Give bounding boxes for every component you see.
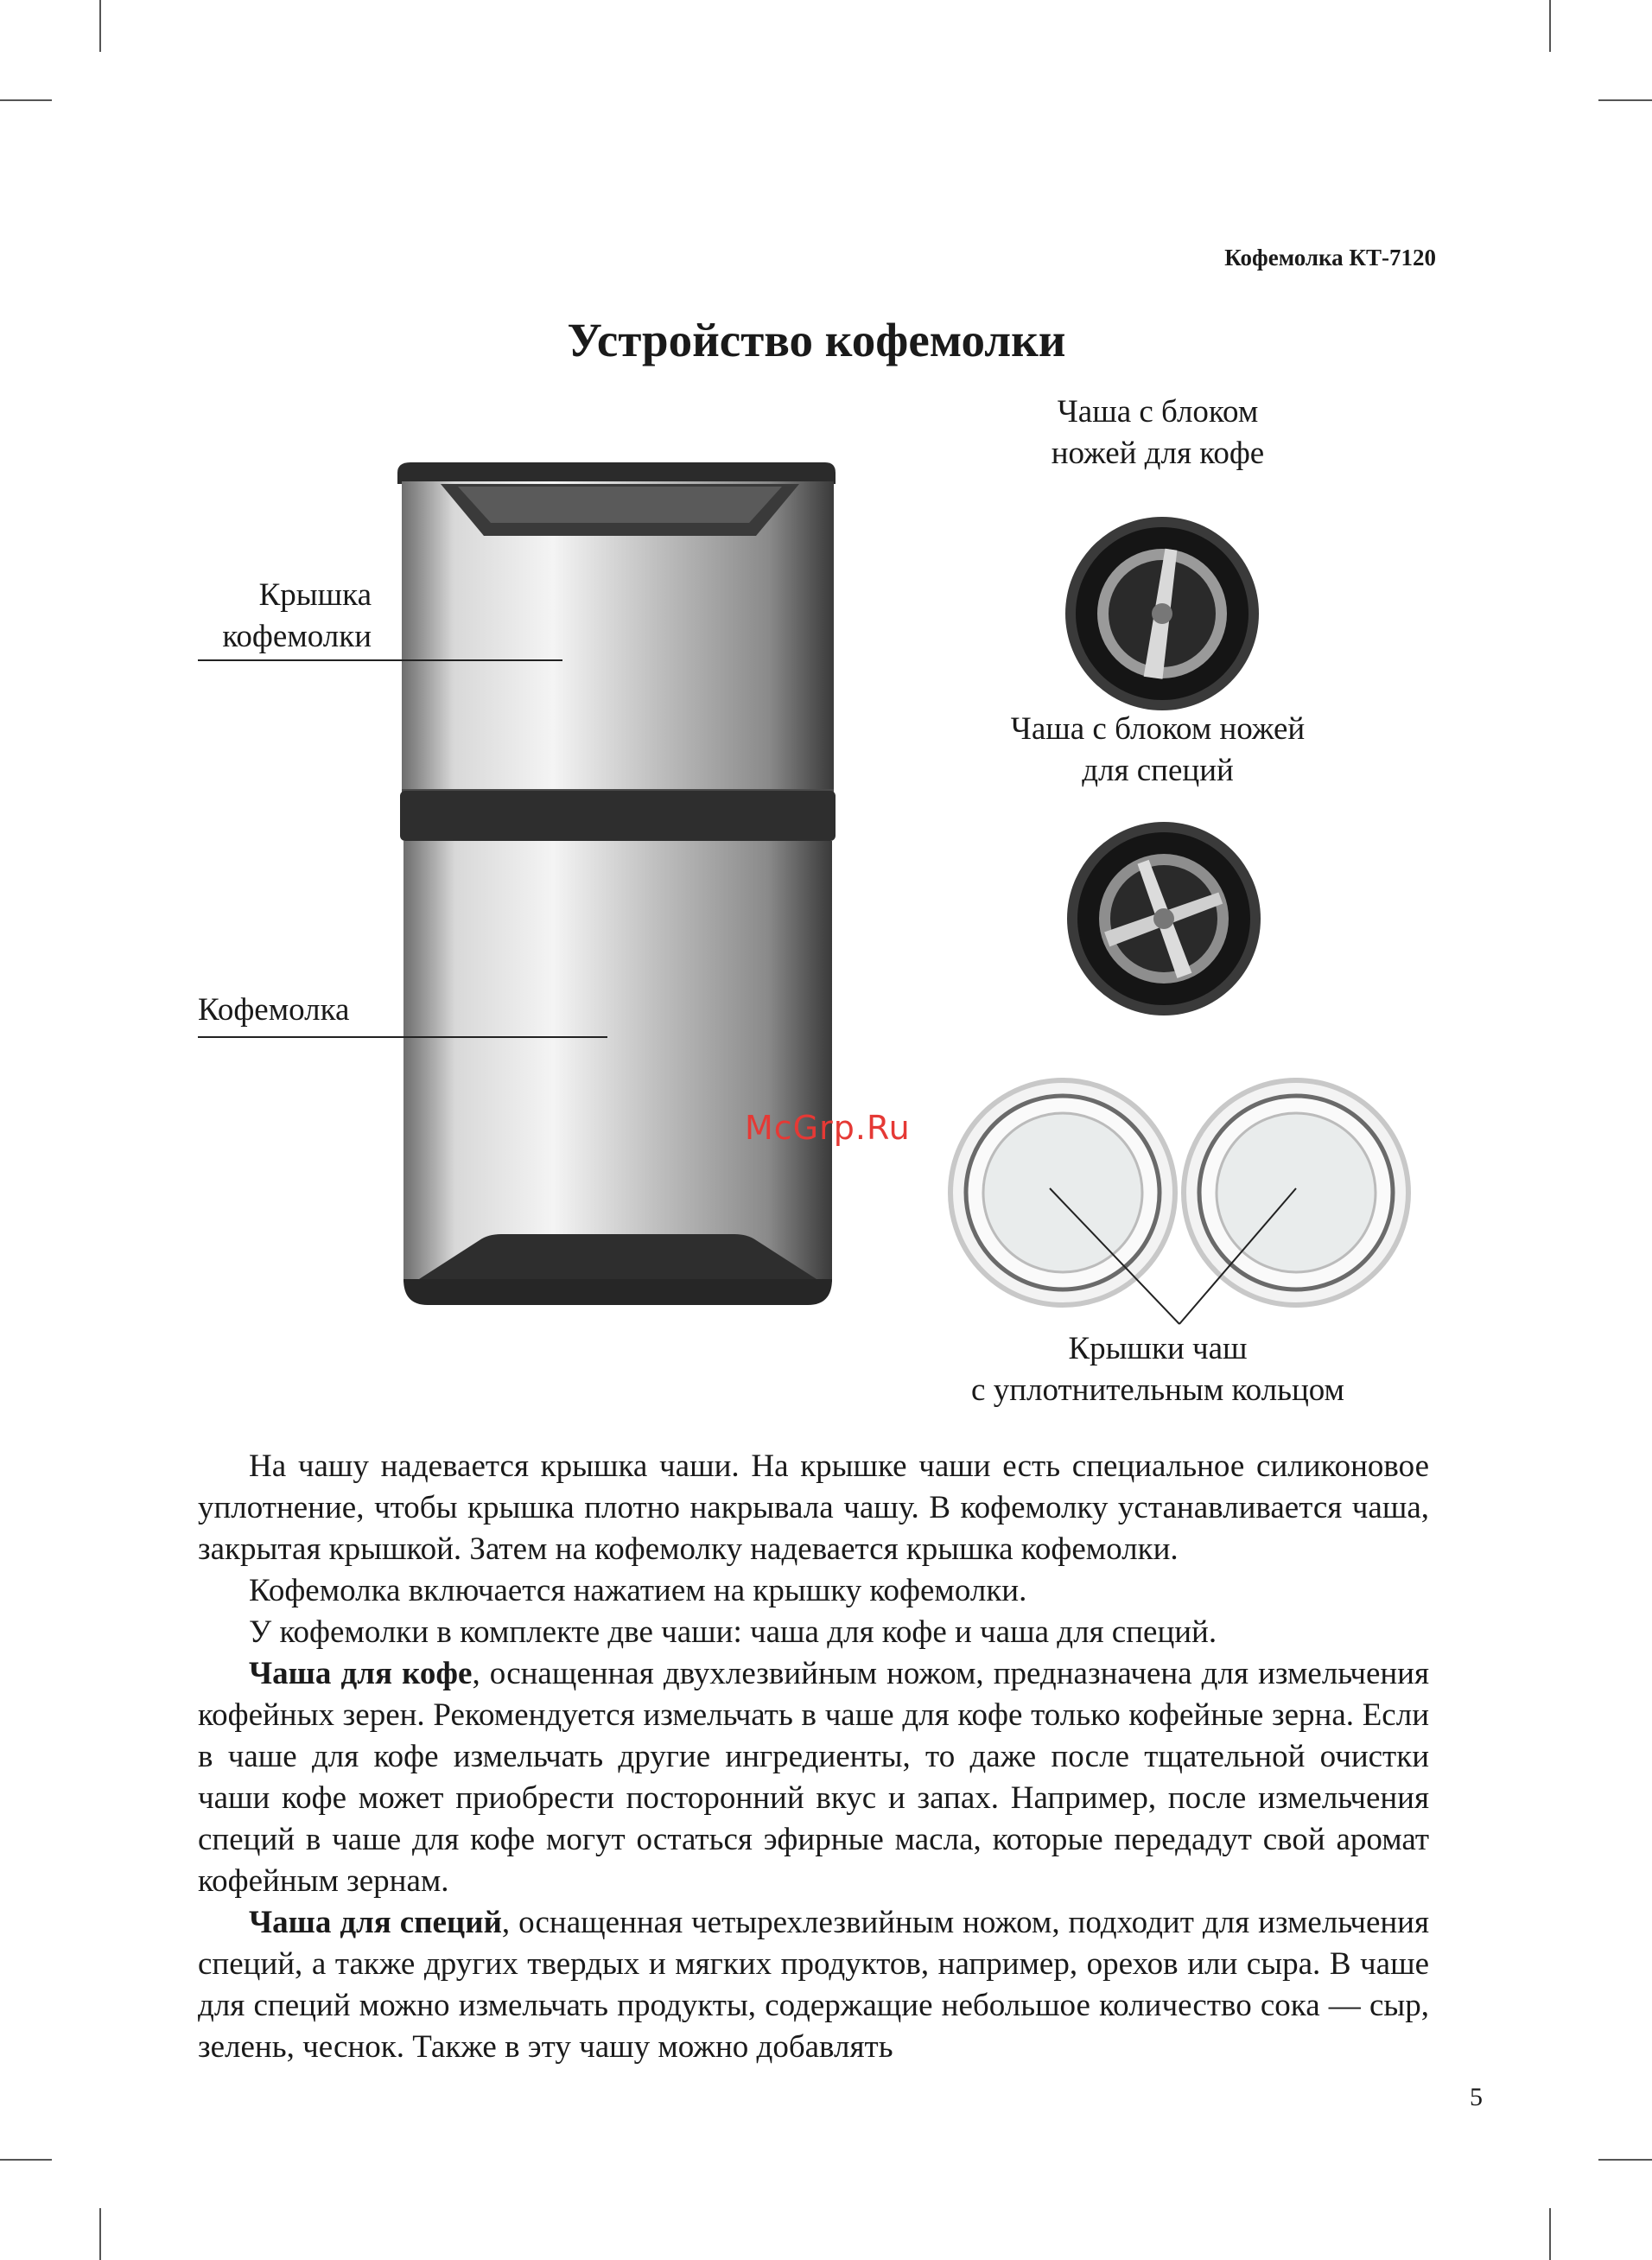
spice-bowl-illustration bbox=[1064, 819, 1263, 1018]
paragraph bbox=[198, 1653, 1429, 1902]
coffee-grinder-illustration bbox=[393, 462, 842, 1327]
page-title: Устройство кофемолки bbox=[567, 314, 1066, 366]
label-bowl-lids-line1: Крышки чаш bbox=[1068, 1331, 1248, 1366]
page-number: 5 bbox=[1470, 2083, 1483, 2111]
paragraph bbox=[198, 1902, 1429, 2068]
label-coffee-bowl-line1: Чаша с блоком bbox=[1057, 394, 1259, 430]
label-bowl-lids bbox=[933, 1328, 1382, 1411]
label-grinder-lid bbox=[164, 575, 372, 658]
crop-mark bbox=[1598, 99, 1652, 101]
crop-mark bbox=[1598, 2159, 1652, 2161]
bowl-lids-illustration bbox=[942, 1063, 1426, 1340]
label-grinder-lid-line1: Крышка bbox=[258, 577, 372, 613]
label-spice-bowl bbox=[985, 709, 1331, 792]
label-coffee-bowl bbox=[985, 392, 1331, 474]
paragraph-text: , оснащенная двухлезвийным ножом, предназначена для измельчения кофейных зерен. Рекомендуется измельчать в чаше для кофе только кофейные зерна. Если в чаше для кофе измельчать другие ингредиенты, то даже после тщательной очистки чаши кофе может приобрести посторонний вкус и запах. Например, после измельчения специй в чаше для кофе могут остаться эфирные масла, которые передадут свой аромат кофейным зернам. bbox=[198, 1656, 1429, 1899]
watermark: McGrp.Ru bbox=[745, 1109, 911, 1147]
label-grinder-lid-line2: кофемолки bbox=[222, 619, 372, 654]
label-bowl-lids-line2: с уплотнительным кольцом bbox=[971, 1372, 1344, 1408]
label-coffee-bowl-line2: ножей для кофе bbox=[1051, 436, 1265, 471]
paragraph: На чашу надевается крышка чаши. На крышке чаши есть специальное силиконовое уплотнение, чтобы крышка плотно накрывала чашу. В кофемолку устанавливается чаша, закрытая крышкой. Затем на кофемолку надевается крышка кофемолки. bbox=[198, 1448, 1429, 1567]
leader-line bbox=[198, 659, 562, 661]
running-header: Кофемолка КТ-7120 bbox=[1224, 245, 1436, 271]
body-text bbox=[198, 1446, 1429, 2068]
crop-mark bbox=[1549, 0, 1551, 52]
label-grinder: Кофемолка bbox=[198, 992, 350, 1028]
crop-mark bbox=[1549, 2208, 1551, 2260]
crop-mark bbox=[0, 99, 52, 101]
paragraph: У кофемолки в комплекте две чаши: чаша для кофе и чаша для специй. bbox=[249, 1614, 1217, 1650]
label-spice-bowl-line2: для специй bbox=[1082, 753, 1234, 788]
paragraph-text: , оснащенная четырехлезвийным ножом, подходит для измельчения специй, а также других твердых и мягких продуктов, например, орехов или сыра. В чаше для специй можно измельчать продукты, содержащие небольшое количество сока — сыр, зелень, чеснок. Также в эту чашу можно добавлять bbox=[198, 1905, 1429, 2065]
coffee-bowl-illustration bbox=[1063, 514, 1261, 713]
crop-mark bbox=[99, 2208, 101, 2260]
term-spice-bowl: Чаша для специй bbox=[249, 1905, 502, 1940]
crop-mark bbox=[0, 2159, 52, 2161]
paragraph: Кофемолка включается нажатием на крышку кофемолки. bbox=[249, 1573, 1027, 1608]
label-spice-bowl-line1: Чаша с блоком ножей bbox=[1010, 711, 1306, 747]
crop-mark bbox=[99, 0, 101, 52]
leader-line bbox=[198, 1036, 607, 1038]
term-coffee-bowl: Чаша для кофе bbox=[249, 1656, 473, 1691]
